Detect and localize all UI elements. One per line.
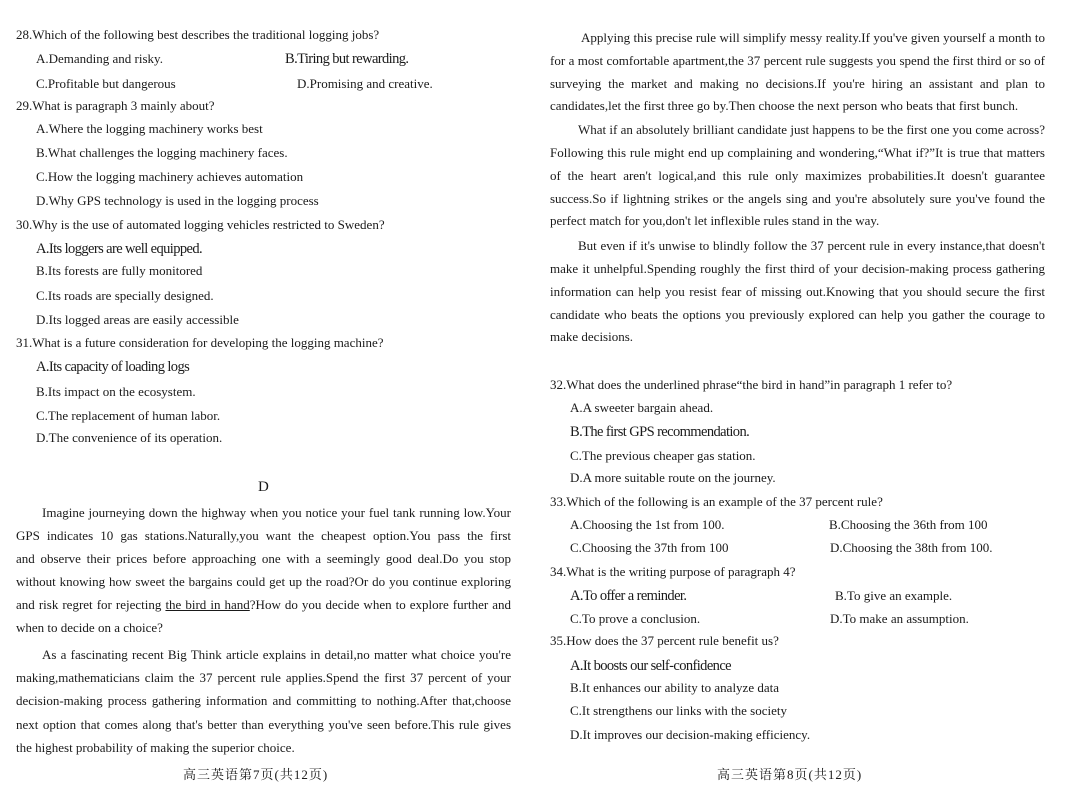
question-stem: 30.Why is the use of automated logging vehicles restricted to Sweden? — [16, 217, 385, 232]
page-footer: 高三英语第7页(共12页) — [183, 767, 329, 782]
passage-line: Following this rule might end up complaining and wondering,“What if?”It is true that matters — [550, 145, 1045, 160]
answer-option: B.What challenges the logging machinery faces. — [36, 145, 288, 160]
answer-option: D.To make an assumption. — [830, 611, 969, 626]
answer-option: C.The replacement of human labor. — [36, 408, 221, 423]
answer-option: B.Tiring but rewarding. — [285, 51, 409, 67]
passage-text: and risk regret for rejecting — [16, 597, 166, 612]
passage-line: decision-making process gathering information and committing to nothing.After that,choose — [16, 693, 511, 708]
question-stem: 29.What is paragraph 3 mainly about? — [16, 98, 215, 113]
question-stem: 34.What is the writing purpose of paragraph 4? — [550, 564, 796, 579]
answer-option: B.To give an example. — [835, 588, 953, 603]
question-stem: 28.Which of the following best describes the traditional logging jobs? — [16, 27, 380, 42]
answer-option: A.It boosts our self-confidence — [570, 658, 731, 674]
passage-line: Applying this precise rule will simplify messy reality.If you've given yourself a month to — [581, 30, 1045, 45]
passage-line: making,mathematicians claim the 37 percent rule applies.Spend the first 37 percent of your — [16, 670, 511, 685]
passage-text: ?How do you decide when to explore further and — [249, 597, 511, 612]
answer-option: B.It enhances our ability to analyze data — [570, 680, 780, 695]
answer-option: D.Its logged areas are easily accessible — [36, 312, 239, 327]
question-stem: 35.How does the 37 percent rule benefit us? — [550, 633, 779, 648]
passage-line: for a most comfortable apartment,the 37 percent rule suggests you spend the first third or so of — [550, 53, 1045, 68]
passage-line: But even if it's unwise to blindly follow the 37 percent rule in every instance,that doesn't — [578, 238, 1045, 253]
passage-line: make it unhelpful.Spending roughly the first third of your decision-making process gathering — [550, 261, 1045, 276]
passage-line: and observe their prices before approaching one with a seemingly good deal.Do you stop — [16, 551, 511, 566]
passage-line: success.So if lightning strikes or the angels sing and you're absolutely sure you've found the — [550, 191, 1045, 206]
passage-line: without knowing how sweet the bargains could get up the road?Or do you continue exploring — [16, 574, 511, 589]
passage-line: the highest probability of making the superior choice. — [16, 740, 295, 755]
section-title: D — [258, 479, 269, 495]
answer-option: B.The first GPS recommendation. — [570, 424, 750, 440]
answer-option: D.The convenience of its operation. — [36, 430, 223, 445]
passage-line: What if an absolutely brilliant candidate just happens to be the first one you come across? — [578, 122, 1045, 137]
answer-option: C.It strengthens our links with the society — [570, 703, 788, 718]
answer-option: B.Choosing the 36th from 100 — [829, 517, 988, 532]
underlined-phrase: the bird in hand — [165, 597, 250, 612]
question-stem: 33.Which of the following is an example of the 37 percent rule? — [550, 494, 883, 509]
answer-option: A.Choosing the 1st from 100. — [570, 517, 725, 532]
answer-option: D.Why GPS technology is used in the logging process — [36, 193, 319, 208]
answer-option: D.A more suitable route on the journey. — [570, 470, 776, 485]
answer-option: A.Its loggers are well equipped. — [36, 241, 203, 257]
passage-line: candidates,let the first three go by.Then choose the next person who beats that first bunch. — [550, 98, 1019, 113]
answer-option: B.Its impact on the ecosystem. — [36, 384, 196, 399]
answer-option: D.Choosing the 38th from 100. — [830, 540, 993, 555]
answer-option: C.Its roads are specially designed. — [36, 288, 214, 303]
answer-option: A.To offer a reminder. — [570, 588, 687, 604]
passage-line: GPS indicates 10 gas stations.Naturally,you want the cheapest option.You pass the first — [16, 528, 511, 543]
answer-option: A.Demanding and risky. — [36, 51, 163, 66]
answer-option: A.Its capacity of loading logs — [36, 359, 190, 375]
passage-line: make decisions. — [550, 329, 634, 344]
answer-option: A.A sweeter bargain ahead. — [570, 400, 714, 415]
answer-option: B.Its forests are fully monitored — [36, 263, 203, 278]
passage-line: information can help you resist fear of missing out.Knowing that you should secure the first — [550, 284, 1045, 299]
question-stem: 32.What does the underlined phrase“the bird in hand”in paragraph 1 refer to? — [550, 377, 953, 392]
answer-option: D.It improves our decision-making efficiency. — [570, 727, 811, 742]
passage-line: next option that comes along that's better than everything you've seen before.This rule gives — [16, 717, 511, 732]
passage-line: perfect match for you,don't let inflexible rules stand in the way. — [550, 213, 880, 228]
answer-option: A.Where the logging machinery works best — [36, 121, 263, 136]
question-stem: 31.What is a future consideration for developing the logging machine? — [16, 335, 384, 350]
passage-line: when to decide on a choice? — [16, 620, 163, 635]
passage-line: of the heart aren't logical,and this rule only maximizes probabilities.It doesn't guarantee — [550, 168, 1045, 183]
passage-line: Imagine journeying down the highway when you notice your fuel tank running low.Your — [42, 505, 511, 520]
passage-line: candidate who beats the options you previously explored can help you gather the courage to — [550, 307, 1045, 322]
passage-line — [16, 597, 511, 613]
answer-option: D.Promising and creative. — [297, 76, 433, 91]
passage-line: surveying the market and making no decisions.If you're hiring an assistant and plan to — [550, 76, 1045, 91]
page-footer: 高三英语第8页(共12页) — [717, 767, 863, 782]
answer-option: C.Choosing the 37th from 100 — [570, 540, 729, 555]
answer-option: C.To prove a conclusion. — [570, 611, 701, 626]
answer-option: C.Profitable but dangerous — [36, 76, 176, 91]
passage-line: As a fascinating recent Big Think article explains in detail,no matter what choice you're — [42, 647, 511, 662]
answer-option: C.The previous cheaper gas station. — [570, 448, 756, 463]
answer-option: C.How the logging machinery achieves automation — [36, 169, 304, 184]
